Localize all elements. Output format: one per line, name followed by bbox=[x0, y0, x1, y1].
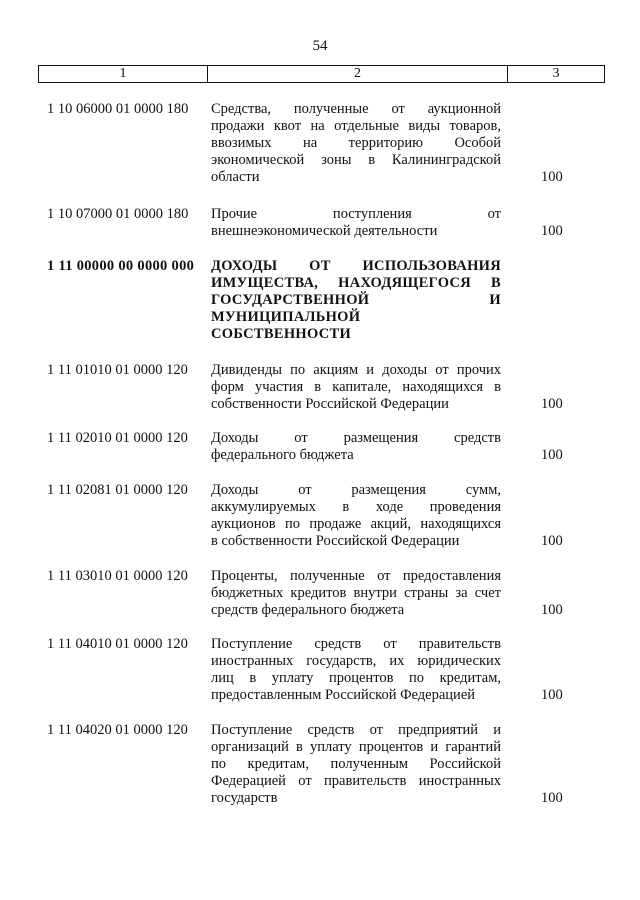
description-line: СОБСТВЕННОСТИ bbox=[211, 326, 352, 342]
description-line: ГОСУДАРСТВЕННОЙ И bbox=[211, 292, 501, 308]
normative-percent: 100 bbox=[541, 602, 563, 618]
description-line: аукционов по продаже акций, находящихся bbox=[211, 516, 501, 532]
description-line: лиц в уплату процентов по кредитам, bbox=[211, 670, 501, 686]
budget-code: 1 11 01010 01 0000 120 bbox=[47, 362, 188, 378]
budget-code: 1 10 06000 01 0000 180 bbox=[47, 101, 189, 117]
revenue-description bbox=[211, 722, 501, 807]
description-line: Доходы от размещения средств bbox=[211, 430, 501, 446]
revenue-description bbox=[211, 206, 501, 240]
description-line: бюджетных кредитов внутри страны за счет bbox=[211, 585, 501, 601]
description-line: иностранных государств, их юридических bbox=[211, 653, 501, 669]
description-line: государств bbox=[211, 790, 278, 806]
revenue-description bbox=[211, 430, 501, 464]
description-line: Проценты, полученные от предоставления bbox=[211, 568, 501, 584]
description-line: Дивиденды по акциям и доходы от прочих bbox=[211, 362, 501, 378]
budget-code: 1 11 03010 01 0000 120 bbox=[47, 568, 188, 584]
description-line: форм участия в капитале, находящихся в bbox=[211, 379, 501, 395]
description-line: средств федерального бюджета bbox=[211, 602, 405, 618]
description-line: Прочие поступления от bbox=[211, 206, 501, 222]
normative-percent: 100 bbox=[541, 447, 563, 463]
column-header-row bbox=[38, 65, 605, 83]
description-line: предоставленным Российской Федерацией bbox=[211, 687, 476, 703]
description-line: Федерацией от правительств иностранных bbox=[211, 773, 501, 789]
description-line: ввозимых на территорию Особой bbox=[211, 135, 501, 151]
description-line: по кредитам, полученным Российской bbox=[211, 756, 501, 772]
column-header-3: 3 bbox=[552, 66, 560, 81]
normative-percent: 100 bbox=[541, 169, 563, 185]
budget-code: 1 11 04010 01 0000 120 bbox=[47, 636, 188, 652]
description-line: внешнеэкономической деятельности bbox=[211, 223, 438, 239]
budget-code: 1 10 07000 01 0000 180 bbox=[47, 206, 189, 222]
budget-code: 1 11 04020 01 0000 120 bbox=[47, 722, 188, 738]
revenue-description bbox=[211, 258, 501, 343]
normative-percent: 100 bbox=[541, 687, 563, 703]
budget-code: 1 11 02010 01 0000 120 bbox=[47, 430, 188, 446]
description-line: федерального бюджета bbox=[211, 447, 354, 463]
description-line: ДОХОДЫ ОТ ИСПОЛЬЗОВАНИЯ bbox=[211, 258, 501, 274]
revenue-description bbox=[211, 568, 501, 619]
description-line: экономической зоны в Калининградской bbox=[211, 152, 501, 168]
description-line: области bbox=[211, 169, 260, 185]
page-number: 54 bbox=[312, 38, 328, 54]
description-line: Поступление средств от предприятий и bbox=[211, 722, 501, 738]
normative-percent: 100 bbox=[541, 396, 563, 412]
normative-percent: 100 bbox=[541, 533, 563, 549]
description-line: Средства, полученные от аукционной bbox=[211, 101, 501, 117]
description-line: продажи квот на отдельные виды товаров, bbox=[211, 118, 501, 134]
description-line: ИМУЩЕСТВА, НАХОДЯЩЕГОСЯ В bbox=[211, 275, 501, 291]
description-line: аккумулируемых в ходе проведения bbox=[211, 499, 501, 515]
revenue-description bbox=[211, 636, 501, 704]
revenue-description bbox=[211, 482, 501, 550]
budget-code: 1 11 00000 00 0000 000 bbox=[47, 258, 195, 274]
revenue-description bbox=[211, 101, 501, 186]
revenue-description bbox=[211, 362, 501, 413]
description-line: в собственности Российской Федерации bbox=[211, 533, 460, 549]
description-line: МУНИЦИПАЛЬНОЙ bbox=[211, 309, 361, 325]
column-header-1: 1 bbox=[39, 66, 208, 82]
description-line: Поступление средств от правительств bbox=[211, 636, 501, 652]
normative-percent: 100 bbox=[541, 790, 563, 806]
description-line: Доходы от размещения сумм, bbox=[211, 482, 501, 498]
column-header-2: 2 bbox=[208, 66, 508, 82]
description-line: собственности Российской Федерации bbox=[211, 396, 449, 412]
description-line: организаций в уплату процентов и гарантий bbox=[211, 739, 501, 755]
budget-code: 1 11 02081 01 0000 120 bbox=[47, 482, 188, 498]
normative-percent: 100 bbox=[541, 223, 563, 239]
